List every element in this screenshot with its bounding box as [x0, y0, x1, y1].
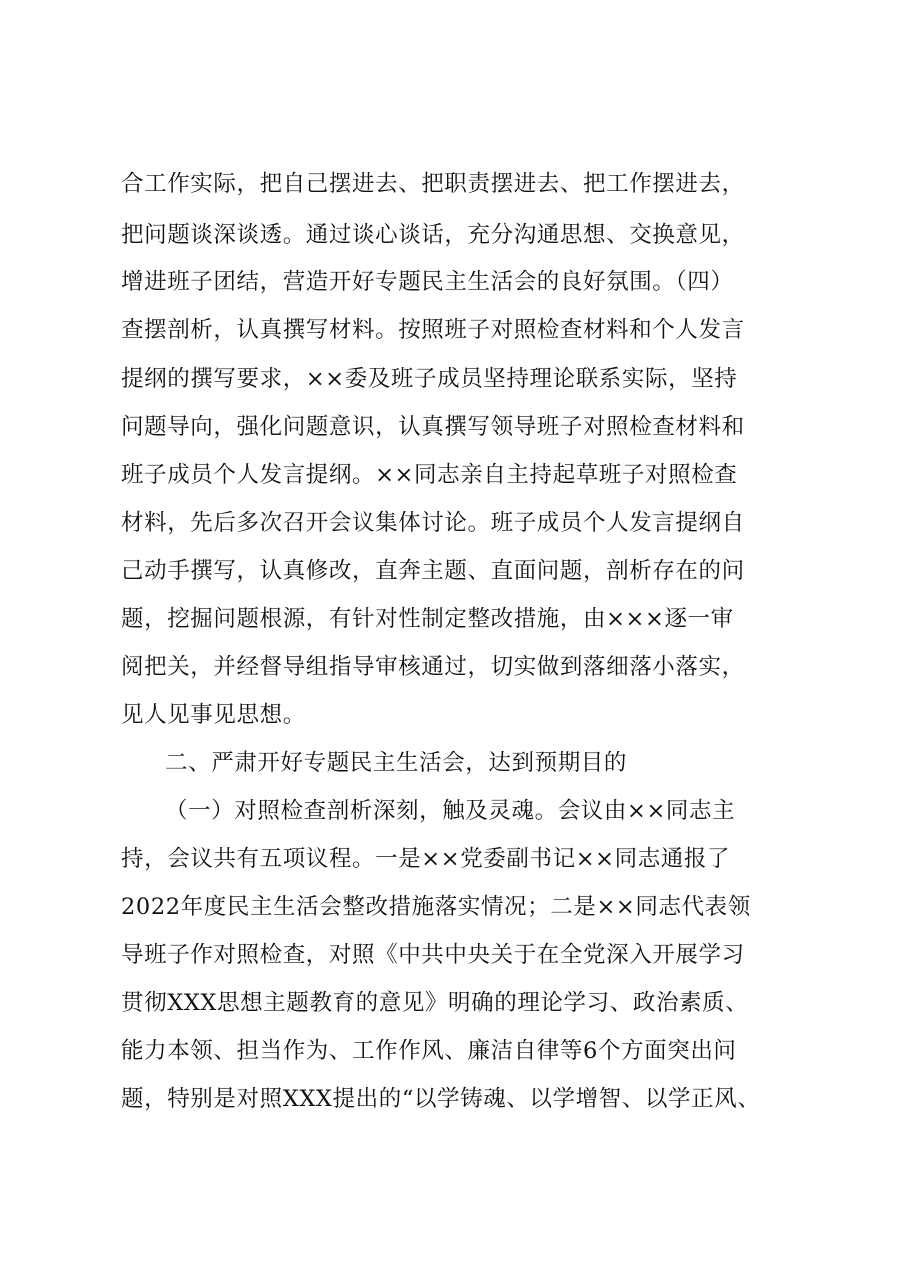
- paragraph-line: 己动手撰写，认真修改，直奔主题、直面问题，剖析存在的问: [121, 558, 745, 584]
- paragraph-line: 阅把关，并经督导组指导审核通过，切实做到落细落小落实，: [121, 654, 745, 680]
- paragraph-line: 持，会议共有五项议程。一是××党委副书记××同志通报了: [121, 846, 731, 872]
- paragraph-line: 合工作实际，把自己摆进去、把职责摆进去、把工作摆进去，: [121, 171, 745, 197]
- paragraph-line: 把问题谈深谈透。通过谈心谈话，充分沟通思想、交换意见，: [121, 222, 745, 248]
- paragraph-line: 增进班子团结，营造开好专题民主生活会的良好氛围。（四）: [121, 269, 734, 295]
- paragraph-line: 导班子作对照检查，对照《中共中央关于在全党深入开展学习: [121, 942, 745, 968]
- paragraph-line: 查摆剖析，认真撰写材料。按照班子对照检查材料和个人发言: [121, 317, 745, 343]
- paragraph-line: 题，特别是对照XXX提出的“以学铸魂、以学增智、以学正风、: [121, 1086, 761, 1112]
- paragraph-line: 班子成员个人发言提纲。××同志亲自主持起草班子对照检查: [121, 462, 738, 488]
- paragraph-line: 材料，先后多次召开会议集体讨论。班子成员个人发言提纲自: [121, 510, 745, 536]
- paragraph-line: 题，挖掘问题根源，有针对性制定整改措施，由×××逐一审: [121, 606, 734, 632]
- paragraph-line: 问题导向，强化问题意识，认真撰写领导班子对照检查材料和: [121, 414, 745, 440]
- paragraph-line: （一）对照检查剖析深刻，触及灵魂。会议由××同志主: [165, 798, 736, 824]
- section-heading: 二、严肃开好专题民主生活会，达到预期目的: [165, 750, 628, 776]
- paragraph-line: 见人见事见思想。: [121, 702, 306, 728]
- paragraph-line: 提纲的撰写要求，××委及班子成员坚持理论联系实际，坚持: [121, 366, 738, 392]
- paragraph-line: 2022年度民主生活会整改措施落实情况；二是××同志代表领: [121, 894, 751, 920]
- paragraph-line: 贯彻XXX思想主题教育的意见》明确的理论学习、政治素质、: [121, 990, 749, 1016]
- paragraph-line: 能力本领、担当作为、工作作风、廉洁自律等6个方面突出问: [121, 1038, 737, 1064]
